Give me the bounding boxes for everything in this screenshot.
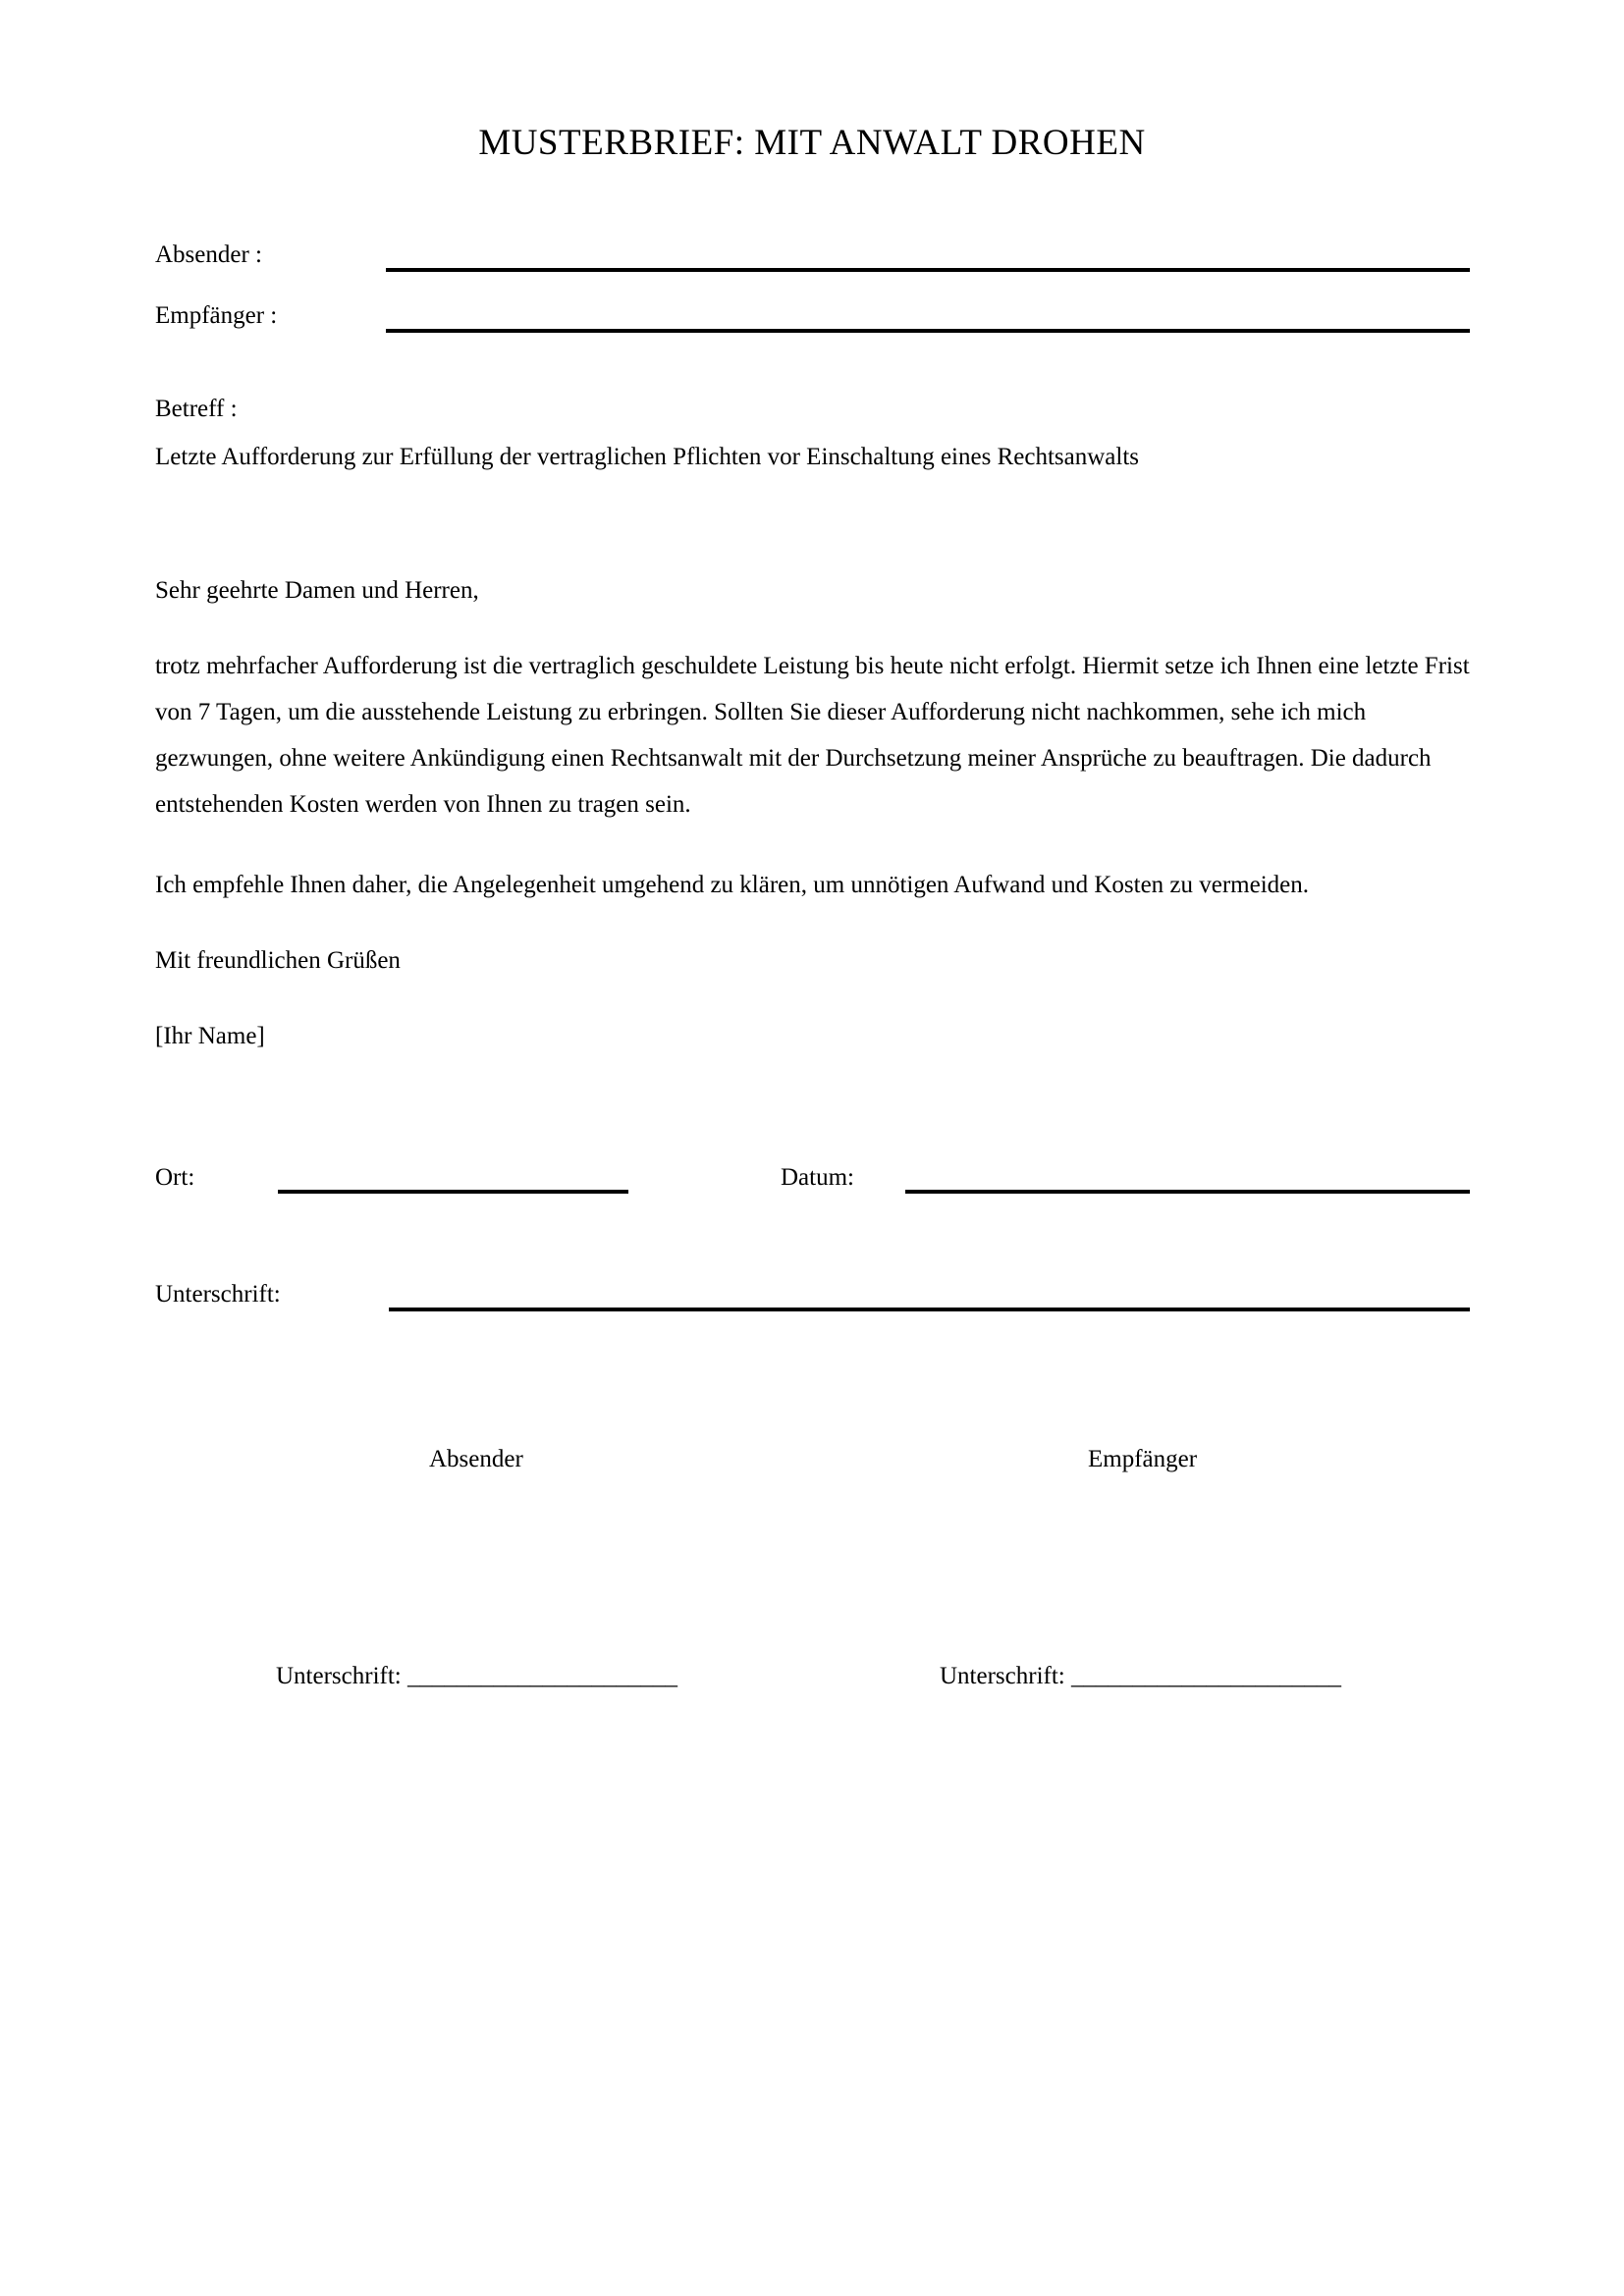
footer-unterschrift-left[interactable]: Unterschrift: ______________________ [276, 1663, 677, 1689]
closing: Mit freundlichen Grüßen [155, 947, 401, 974]
empfaenger-fill-line[interactable] [386, 329, 1470, 333]
body-paragraph-2: Ich empfehle Ihnen daher, die Angelegenheit umgehend zu klären, um unnötigen Aufwand und Kosten zu vermeiden. [155, 872, 1310, 898]
body-paragraph-1: trotz mehrfacher Aufforderung ist die vertraglich geschuldete Leistung bis heute nicht erfolgt. Hiermit setze ich Ihnen eine letzte Frist von 7 Tagen, um die ausstehende Leistung zu erbringen. Sollten Sie dieser Aufforderung nicht nachkommen, sehe ich mich gezwungen, ohne weitere Ankündigung einen Rechtsanwalt mit der Durchsetzung meiner Ansprüche zu beauftragen. Die dadurch entstehenden Kosten werden von Ihnen zu tragen sein. [155, 653, 1470, 818]
betreff-label: Betreff : [155, 396, 238, 422]
unterschrift-label: Unterschrift: [155, 1281, 281, 1308]
absender-label: Absender : [155, 241, 262, 268]
absender-fill-line[interactable] [386, 268, 1470, 272]
empfaenger-label: Empfänger : [155, 302, 278, 329]
unterschrift-fill-line[interactable] [389, 1308, 1470, 1311]
salutation: Sehr geehrte Damen und Herren, [155, 577, 479, 604]
ort-label: Ort: [155, 1164, 195, 1191]
footer-empfaenger-heading: Empfänger [1088, 1446, 1198, 1472]
footer-absender-heading: Absender [429, 1446, 523, 1472]
datum-label: Datum: [781, 1164, 854, 1191]
page-title: MUSTERBRIEF: MIT ANWALT DROHEN [478, 123, 1146, 163]
ort-fill-line[interactable] [278, 1190, 628, 1194]
footer-unterschrift-right[interactable]: Unterschrift: ______________________ [940, 1663, 1341, 1689]
datum-fill-line[interactable] [905, 1190, 1470, 1194]
name-placeholder: [Ihr Name] [155, 1023, 265, 1049]
betreff-text: Letzte Aufforderung zur Erfüllung der vertraglichen Pflichten vor Einschaltung eines Rechtsanwalts [155, 444, 1139, 470]
